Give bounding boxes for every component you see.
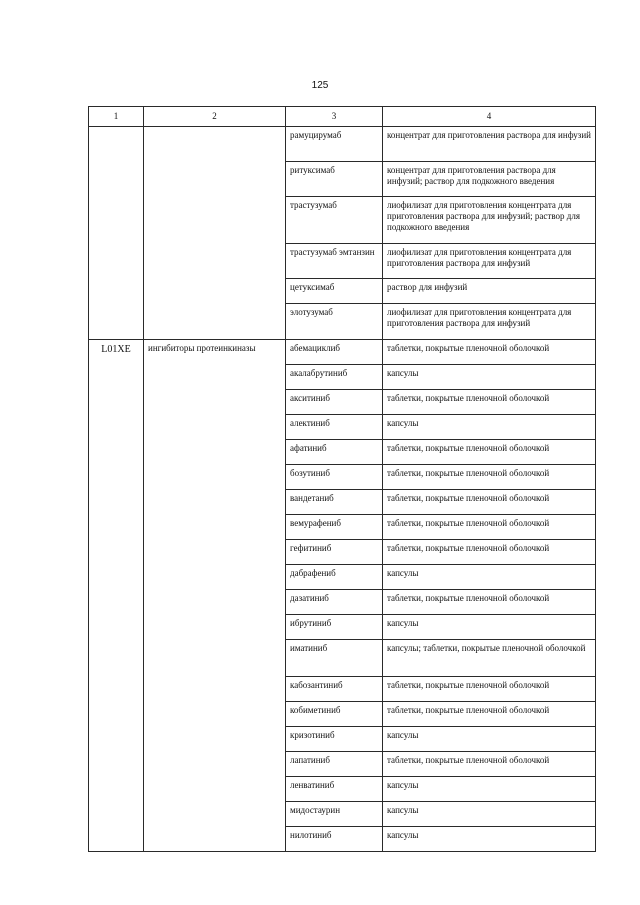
drug-name: вандетаниб [286,490,383,515]
header-col-1: 1 [89,107,144,127]
group-name: ингибиторы протеинкиназы [144,340,286,852]
dosage-form: капсулы [383,365,596,390]
table-row [89,340,596,365]
drug-name: кабозантиниб [286,677,383,702]
drug-name: ибрутиниб [286,615,383,640]
drug-name: гефитиниб [286,540,383,565]
dosage-form: таблетки, покрытые пленочной оболочкой [383,340,596,365]
drug-name: трастузумаб эмтанзин [286,244,383,279]
dosage-form: таблетки, покрытые пленочной оболочкой [383,540,596,565]
code-cell-empty [89,127,144,340]
drug-name: рамуцирумаб [286,127,383,162]
dosage-form: раствор для инфузий [383,279,596,304]
dosage-form: таблетки, покрытые пленочной оболочкой [383,390,596,415]
dosage-form: таблетки, покрытые пленочной оболочкой [383,490,596,515]
dosage-form: концентрат для приготовления раствора для инфузий [383,127,596,162]
drug-name: кризотиниб [286,727,383,752]
atc-code: L01XE [89,340,144,852]
dosage-form: капсулы [383,615,596,640]
dosage-form: капсулы; таблетки, покрытые пленочной оболочкой [383,640,596,677]
drug-name: цетуксимаб [286,279,383,304]
dosage-form: капсулы [383,727,596,752]
dosage-form: таблетки, покрытые пленочной оболочкой [383,752,596,777]
medication-table [88,106,596,852]
drug-name: мидостаурин [286,802,383,827]
drug-name: акалабрутиниб [286,365,383,390]
drug-name: трастузумаб [286,197,383,244]
drug-name: вемурафениб [286,515,383,540]
drug-name: дабрафениб [286,565,383,590]
header-col-3: 3 [286,107,383,127]
page-number: 125 [311,80,329,91]
drug-name: ленватиниб [286,777,383,802]
dosage-form: таблетки, покрытые пленочной оболочкой [383,515,596,540]
drug-name: афатиниб [286,440,383,465]
dosage-form: концентрат для приготовления раствора для инфузий; раствор для подкожного введения [383,162,596,197]
dosage-form: лиофилизат для приготовления концентрата для приготовления раствора для инфузий; раствор для подкожного введения [383,197,596,244]
drug-name: элотузумаб [286,304,383,340]
table-header-row [89,107,596,127]
drug-name: акситиниб [286,390,383,415]
dosage-form: таблетки, покрытые пленочной оболочкой [383,702,596,727]
dosage-form: таблетки, покрытые пленочной оболочкой [383,677,596,702]
dosage-form: лиофилизат для приготовления концентрата для приготовления раствора для инфузий [383,304,596,340]
dosage-form: таблетки, покрытые пленочной оболочкой [383,440,596,465]
drug-name: бозутиниб [286,465,383,490]
dosage-form: таблетки, покрытые пленочной оболочкой [383,590,596,615]
header-col-4: 4 [383,107,596,127]
dosage-form: капсулы [383,802,596,827]
drug-name: кобиметиниб [286,702,383,727]
dosage-form: капсулы [383,415,596,440]
drug-name: лапатиниб [286,752,383,777]
drug-name: иматиниб [286,640,383,677]
group-cell-empty [144,127,286,340]
table-row [89,127,596,162]
dosage-form: капсулы [383,565,596,590]
drug-name: дазатиниб [286,590,383,615]
dosage-form: таблетки, покрытые пленочной оболочкой [383,465,596,490]
drug-name: ритуксимаб [286,162,383,197]
drug-name: абемациклиб [286,340,383,365]
dosage-form: лиофилизат для приготовления концентрата для приготовления раствора для инфузий [383,244,596,279]
dosage-form: капсулы [383,777,596,802]
drug-name: нилотиниб [286,827,383,852]
drug-name: алектиниб [286,415,383,440]
dosage-form: капсулы [383,827,596,852]
header-col-2: 2 [144,107,286,127]
